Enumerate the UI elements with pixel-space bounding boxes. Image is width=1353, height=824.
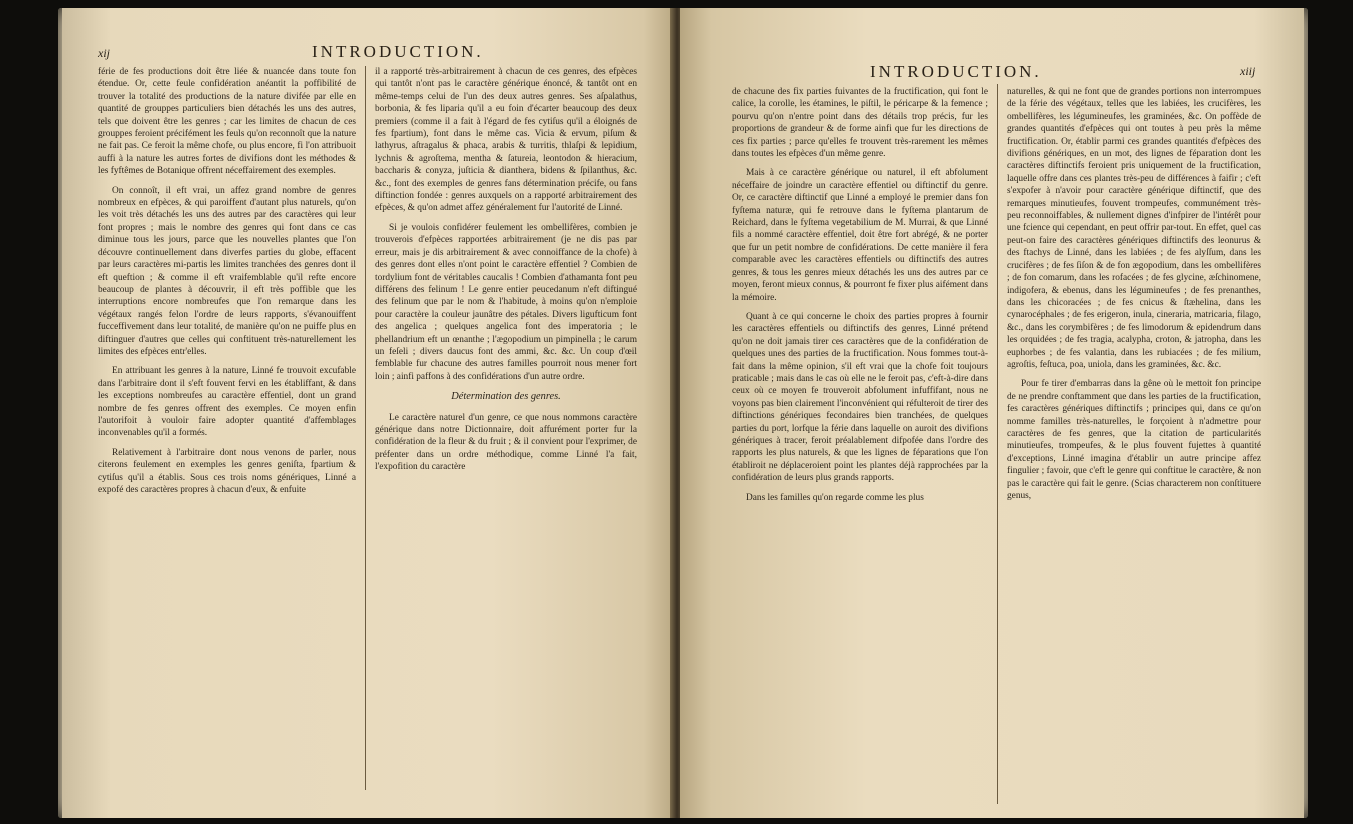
right-page (680, 8, 1304, 818)
paragraph: Le caractère naturel d'un genre, ce que nous nommons caractère générique dans notre Dictionnaire, doit affurément porter fur la confidération de la fleur & du fruit ; & il convient pour l'exprimer, de préfenter dans un ordre méthodique, comme Linné l'a fait, l'expofition du caractère (375, 412, 637, 473)
paragraph: Si je voulois confidérer feulement les ombellifères, combien je trouverois d'efpèces rapportées arbitrairement (je ne dis pas par erreur, mais je dis arbitrairement & avec connoiffance de la chofe) à des genres dont elles n'ont point le caractère effentiel ? Combien de tordylium font de véritables caucalis ! Combien d'athamanta font peu différens des felinum ! Le genre entier peucedanum n'eft diftingué des felinum que par le nom & l'habitude, à moins qu'on n'emploie pour caractère la couleur jaunâtre des pétales. Divers ligufticum font des angelica ; quelques angelica font des imperatoria ; le phellandrium eft un œnanthe ; l'ægopodium un pimpinella ; le carum un feſeli ; divers daucus font des ammi, &c. &c. Un coup d'œil femblable fur chacune des autres familles pourroit nous mener fort loin ; ainfi paffons à des confidérations d'un autre ordre. (375, 222, 637, 382)
left-page (62, 8, 674, 818)
left-column-2 (375, 66, 637, 806)
page-number: xij (98, 46, 110, 60)
section-heading: Détermination des genres. (451, 391, 561, 403)
paragraph: naturelles, & qui ne font que de grandes portions non interrompues de la férie des végétaux, telles que les labiées, les crucifères, les ombellifères, les légumineufes, les graminées, &c. On poffède de grandes quantités d'efpèces qui ont toutes à peu près la même fructification. Or, établir parmi ces grandes quantités d'efpèces des divifions génériques, en un mot, des lignes de féparation dont les caractères diftinctifs feroient pris uniquement de la fructification, laquelle offre dans ces plantes très-peu de différences à faifir ; c'eft s'expofer à n'avoir pour caractère générique diftinctif, que des remarques minutieufes, fouvent trompeufes, communément très-peu reconnoiffables, & nullement dignes d'infpirer de l'intérêt pour une fcience qui cependant, en peut offrir par-tout. En effet, quel cas peut-on faire des caractères génériques diftinctifs des leonurus & des ftachys de Linné, dans les labiées ; de fes alyſſum, dans les crucifères ; de fes ſiſon & de fon ægopodium, dans les ombellifères ; de fon comarum, dans les rofacées ; de fes glycine, æſchinomene, indigofera, & ebenus, dans les légumineufes ; de fes prenanthes, dans les chicoracées ; de fes cnicus & ſtæhelina, dans les cynarocéphales ; de fes erigeron, inula, cineraria, matricaria, filago, &c., dans les corymbifères ; de fes limodorum & epidendrum dans les orquidées ; de fes tragia, acalypha, croton, & jatropha, dans les euphorbes ; de fes valantia, dans les rubiacées ; de fes milium, agroſtis, feſtuca, poa, uniola, dans les graminées, &c. &c. (1007, 87, 1261, 370)
paragraph: férie de fes productions doit être liée & nuancée dans toute fon étendue. Or, cette feule confidération anéantit la poffibilité de trouver la totalité des productions de la nature divifée par elle en quantité de grouppes particuliers bien détachés les uns des autres, tels que doivent être les genres ; car les limites de chacun de ces grouppes feroient précifément les feuls qu'on reconnoît que la nature ne fait pas. Ce feroit la même chofe, ou plus encore, fi l'on attribuoit auffi à la nature les autres fortes de divifions dont les méthodes & les fyftêmes de Botanique offrent néceffairement des exemples. (98, 67, 356, 177)
paragraph: il a rapporté très-arbitrairement à chacun de ces genres, des efpèces qui tantôt n'ont pas le caractère générique énoncé, & tantôt ont en même-temps celui de l'un des deux autres genres. Ses aſpalathus, borbonia, & fes liparia qu'il a eu foin d'écarter beaucoup des deux premiers (comme il a fait à l'égard de fes cytiſus qu'il a éloignés de fes fpartium), font dans le même cas. Vicia & ervum, piſum & lathyrus, aſtragalus & phaca, arabis & turritis, thlaſpi & lepidium, lychnis & agroſtema, mentha & ſatureia, leontodon & hieracium, baccharis & conyza, juſticia & dianthera, bidens & ſpilanthus, &c. &c., font des exemples de genres fans détermination précife, ou fans diftinction fondée : genres auxquels on a rapporté arbitrairement des efpèces, & qu'on admet affez généralement fur l'autorité de Linné. (375, 67, 637, 214)
page-number: xiij (1240, 64, 1256, 78)
page-header: INTRODUCTION. (870, 62, 1042, 81)
column-rule (997, 84, 998, 804)
column-rule (365, 66, 366, 790)
paragraph: On connoît, il eft vrai, un affez grand nombre de genres nombreux en efpèces, & qui paroiffent d'autant plus naturels, qu'on les voit très détachés les uns des autres par des caractères qui leur font propres ; mais le nombre des genres qui font dans ce cas diminue tous les jours, parce que les nouvelles plantes que l'on découvre continuellement dans diverfes parties du globe, effacent par leurs caractères mi-partis les limites tranchées des genres dont il eft queftion ; & comme il eft vraifemblable qu'il refte encore beaucoup de plantes à découvrir, il eft très poffible que les interruptions encore nombreufes que l'on remarque dans les végétaux rangés felon l'ordre de leurs rapports, s'évanouiffent fucceffivement dans leur totalité, de manière qu'on ne puiffe plus en diftinguer d'autres que celles qui conftituent très-naturellement les limites des efpèces entr'elles. (98, 185, 356, 357)
left-column-1 (98, 66, 356, 806)
paragraph: Quant à ce qui concerne le choix des parties propres à fournir les caractères effentiels ou diftinctifs des genres, Linné prétend qu'on ne doit jamais tirer ces caractères que de la confidération de quelques unes des parties de la fructification. Nous fommes tout-à-fait dans la même opinion, s'il eft vrai que la chofe foit toujours praticable ; mais dans le cas où elle ne le feroit pas, c'eft-à-dire dans ceux où ce moyen fe trouveroit abfolument infuffifant, nous ne voyons pas bien clairement l'inconvénient qui réfulteroit de tirer des diftinctions génériques fecondaires bien tranchées, de quelques parties du port, lorfque la férie dans laquelle on auroit des divifions génériques à tracer, feroit préalablement difpofée dans l'ordre des rapports les plus naturels, & que les lignes de féparations que l'on établiroit ne déplaceroient point les plantes déjà rapprochées par la confidération de leurs plus grands rapports. (732, 311, 988, 484)
right-column-1 (732, 86, 988, 816)
paragraph: Mais à ce caractère générique ou naturel, il eft abfolument néceffaire de joindre un caractère effentiel ou diftinctif du genre. Or, ce caractère diftinctif que Linné a employé le premier dans fon fyſtema naturæ, qui fe retrouve dans le fyſtema plantarum de Reichard, dans le fyſtema vegetabilium de M. Murrai, & que Linné fils a nommé caractère effentiel, doit être fort abrégé, & ne porter que fur un petit nombre de confidérations. De cette manière il fera comparable avec les caractères effentiels ou diftinctifs des autres genres, & tous les genres mieux détachés les uns des autres par ce moyen, feront mieux connus, & pourront fe fixer plus aifément dans la mémoire. (732, 168, 988, 303)
paragraph: Relativement à l'arbitraire dont nous venons de parler, nous citerons feulement en exemples les genres geniſta, fpartium & cytiſus qu'il a établis. Sous ces trois noms génériques, Linné a expofé des caractères propres à chacun d'eux, & enfuite (98, 447, 356, 495)
right-column-2 (1007, 86, 1261, 816)
paragraph: En attribuant les genres à la nature, Linné fe trouvoit excufable dans l'arbitraire dont il s'eft fouvent fervi en les établiffant, & dans les exceptions nombreufes au caractère effentiel, dont un grand nombre de fes genres offrent des exemples. Ce moyen enfin l'autorifoit à vouloir faire adopter quantité d'affemblages inconvenables qu'il a formés. (98, 366, 356, 439)
page-header: INTRODUCTION. (312, 42, 484, 61)
paragraph: de chacune des fix parties fuivantes de la fructification, qui font le calice, la corolle, les étamines, le piſtil, le péricarpe & la femence ; pourvu qu'on n'entre point dans des détails trop précis, fur les proportions de grandeur & de forme ainfi que fur les directions de ces fix parties ; parce qu'elles fe trouvent très-rarement les mêmes dans toutes les efpèces d'un même genre. (732, 87, 988, 160)
book-spread (58, 8, 1308, 818)
paragraph: Dans les familles qu'on regarde comme les plus (746, 492, 924, 503)
paragraph: Pour fe tirer d'embarras dans la gêne où le mettoit fon principe de ne prendre conftamment que dans les parties de la fructification, fes caractères génériques diftinctifs ; principes qui, dans ce qu'on nomme familles très-naturelles, le forçoient à n'admettre pour caractères de fes genres, que la citation de particularités minutieufes, trompeufes, & le plus fouvent fujettes à quantité d'exceptions, Linné imagina d'établir un autre principe affez fingulier ; favoir, que c'eft le genre qui conftitue le caractère, & non pas le caractère qui fait le genre. (Scias characterem non conſtituere genus, (1007, 379, 1261, 501)
